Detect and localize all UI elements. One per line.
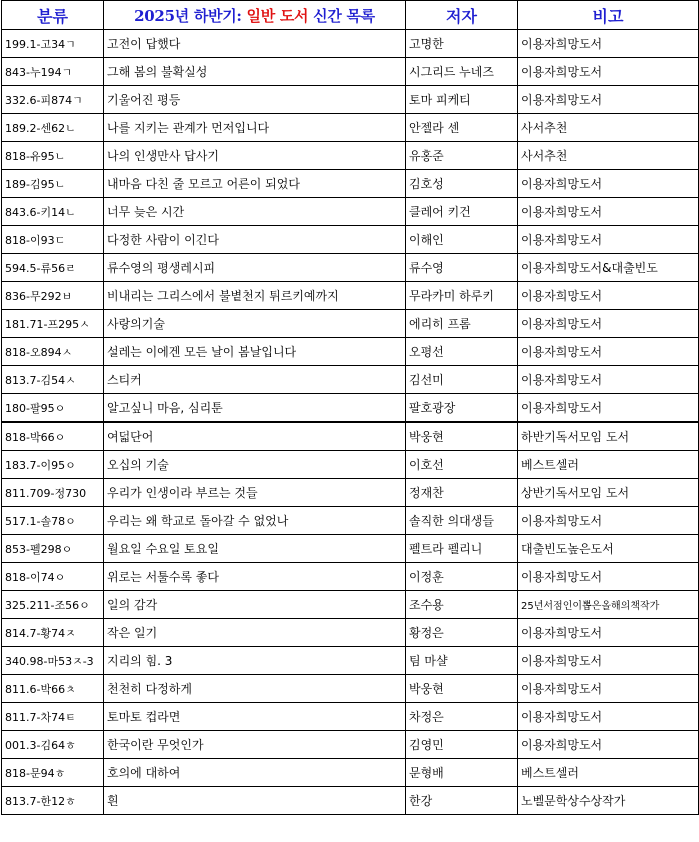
- cell-title: 일의 감각: [104, 591, 406, 619]
- cell-classification: 183.7-이95ㅇ: [2, 451, 104, 479]
- table-row: [2, 619, 699, 647]
- cell-classification: 843-누194ㄱ: [2, 58, 104, 86]
- table-row: [2, 535, 699, 563]
- cell-author: 이정훈: [406, 563, 518, 591]
- cell-author: 유홍준: [406, 142, 518, 170]
- cell-classification: 594.5-류56ㄹ: [2, 254, 104, 282]
- table-row: [2, 338, 699, 366]
- cell-title: 천천히 다정하게: [104, 675, 406, 703]
- cell-author: 김영민: [406, 731, 518, 759]
- cell-note: 사서추천: [518, 142, 699, 170]
- cell-title: 한국이란 무엇인가: [104, 731, 406, 759]
- cell-author: 팀 마샬: [406, 647, 518, 675]
- header-classification: 분류: [2, 1, 104, 30]
- cell-classification: 189.2-센62ㄴ: [2, 114, 104, 142]
- table-row: [2, 86, 699, 114]
- cell-author: 조수용: [406, 591, 518, 619]
- cell-classification: 818-이74ㅇ: [2, 563, 104, 591]
- cell-note: 이용자희망도서: [518, 30, 699, 58]
- cell-classification: 818-박66ㅇ: [2, 422, 104, 451]
- table-row: [2, 451, 699, 479]
- cell-title: 우리는 왜 학교로 돌아갈 수 없었나: [104, 507, 406, 535]
- title-part2: 신간 목록: [308, 6, 375, 25]
- cell-classification: 332.6-피874ㄱ: [2, 86, 104, 114]
- cell-author: 팔호광장: [406, 394, 518, 423]
- table-row: [2, 591, 699, 619]
- cell-note: 이용자희망도서: [518, 647, 699, 675]
- cell-title: 위로는 서툴수록 좋다: [104, 563, 406, 591]
- table-row: [2, 731, 699, 759]
- cell-note: 이용자희망도서: [518, 198, 699, 226]
- cell-author: 차정은: [406, 703, 518, 731]
- cell-author: 한강: [406, 787, 518, 815]
- cell-title: 나의 인생만사 답사기: [104, 142, 406, 170]
- cell-classification: 836-무292ㅂ: [2, 282, 104, 310]
- table-row: [2, 254, 699, 282]
- table-row: [2, 226, 699, 254]
- cell-author: 황정은: [406, 619, 518, 647]
- cell-classification: 818-이93ㄷ: [2, 226, 104, 254]
- table-row: [2, 58, 699, 86]
- cell-title: 토마토 컵라면: [104, 703, 406, 731]
- cell-note: 25년서점인이뽑은올해의책작가: [518, 591, 699, 619]
- table-row: [2, 310, 699, 338]
- cell-author: 이호선: [406, 451, 518, 479]
- cell-classification: 199.1-고34ㄱ: [2, 30, 104, 58]
- cell-note: 이용자희망도서: [518, 338, 699, 366]
- cell-classification: 853-펠298ㅇ: [2, 535, 104, 563]
- cell-classification: 818-유95ㄴ: [2, 142, 104, 170]
- cell-title: 고전이 답했다: [104, 30, 406, 58]
- cell-note: 이용자희망도서: [518, 366, 699, 394]
- cell-classification: 517.1-솔78ㅇ: [2, 507, 104, 535]
- header-row: [2, 1, 699, 30]
- table-row: [2, 479, 699, 507]
- cell-classification: 818-문94ㅎ: [2, 759, 104, 787]
- cell-author: 김호성: [406, 170, 518, 198]
- cell-author: 문형배: [406, 759, 518, 787]
- table-row: [2, 675, 699, 703]
- table-row: [2, 563, 699, 591]
- cell-note: 이용자희망도서: [518, 507, 699, 535]
- cell-title: 여덟단어: [104, 422, 406, 451]
- cell-title: 스티커: [104, 366, 406, 394]
- table-row: [2, 114, 699, 142]
- new-books-table: [1, 0, 699, 815]
- cell-note: 이용자희망도서: [518, 58, 699, 86]
- cell-classification: 325.211-조56ㅇ: [2, 591, 104, 619]
- title-highlight: 일반 도서: [246, 6, 309, 25]
- cell-title: 사랑의기술: [104, 310, 406, 338]
- cell-note: 이용자희망도서: [518, 703, 699, 731]
- cell-note: 상반기독서모임 도서: [518, 479, 699, 507]
- cell-note: 이용자희망도서: [518, 170, 699, 198]
- cell-title: 나를 지키는 관계가 먼저입니다: [104, 114, 406, 142]
- cell-note: 대출빈도높은도서: [518, 535, 699, 563]
- cell-note: 이용자희망도서: [518, 86, 699, 114]
- cell-title: 내마음 다친 줄 모르고 어른이 되었다: [104, 170, 406, 198]
- cell-author: 무라카미 하루키: [406, 282, 518, 310]
- cell-author: 에리히 프롬: [406, 310, 518, 338]
- cell-title: 다정한 사람이 이긴다: [104, 226, 406, 254]
- cell-author: 안젤라 센: [406, 114, 518, 142]
- table-row: [2, 198, 699, 226]
- cell-note: 이용자희망도서: [518, 226, 699, 254]
- cell-title: 그해 봄의 불확실성: [104, 58, 406, 86]
- cell-title: 흰: [104, 787, 406, 815]
- cell-classification: 340.98-마53ㅈ-3: [2, 647, 104, 675]
- cell-classification: 813.7-김54ㅅ: [2, 366, 104, 394]
- table-row: [2, 30, 699, 58]
- cell-title: 알고싶니 마음, 심리툰: [104, 394, 406, 423]
- cell-author: 정재찬: [406, 479, 518, 507]
- cell-note: 이용자희망도서: [518, 563, 699, 591]
- cell-author: 솔직한 의대생들: [406, 507, 518, 535]
- cell-classification: 189-김95ㄴ: [2, 170, 104, 198]
- cell-author: 류수영: [406, 254, 518, 282]
- table-row: [2, 282, 699, 310]
- cell-note: 이용자희망도서: [518, 619, 699, 647]
- cell-classification: 180-팔95ㅇ: [2, 394, 104, 423]
- cell-author: 이해인: [406, 226, 518, 254]
- cell-title: 기울어진 평등: [104, 86, 406, 114]
- cell-note: 이용자희망도서&대출빈도: [518, 254, 699, 282]
- header-author: 저자: [406, 1, 518, 30]
- cell-title: 비내리는 그리스에서 불볕천지 튀르키예까지: [104, 282, 406, 310]
- cell-classification: 181.71-프295ㅅ: [2, 310, 104, 338]
- table-row: [2, 394, 699, 423]
- cell-title: 작은 일기: [104, 619, 406, 647]
- cell-note: 이용자희망도서: [518, 282, 699, 310]
- cell-author: 클레어 키건: [406, 198, 518, 226]
- cell-note: 이용자희망도서: [518, 731, 699, 759]
- table-row: [2, 787, 699, 815]
- table-row: [2, 142, 699, 170]
- header-title: [104, 1, 406, 30]
- cell-author: 박웅현: [406, 675, 518, 703]
- cell-note: 이용자희망도서: [518, 394, 699, 423]
- cell-title: 설레는 이에겐 모든 날이 봄날입니다: [104, 338, 406, 366]
- cell-author: 오평선: [406, 338, 518, 366]
- cell-classification: 818-오894ㅅ: [2, 338, 104, 366]
- table-row: [2, 170, 699, 198]
- table-row: [2, 422, 699, 451]
- cell-title: 오십의 기술: [104, 451, 406, 479]
- cell-author: 펠트라 펠리니: [406, 535, 518, 563]
- cell-note: 베스트셀러: [518, 451, 699, 479]
- cell-title: 류수영의 평생레시피: [104, 254, 406, 282]
- cell-author: 토마 피케티: [406, 86, 518, 114]
- cell-note: 사서추천: [518, 114, 699, 142]
- header-note: 비고: [518, 1, 699, 30]
- cell-note: 노벨문학상수상작가: [518, 787, 699, 815]
- cell-author: 고명한: [406, 30, 518, 58]
- cell-title: 호의에 대하여: [104, 759, 406, 787]
- table-row: [2, 366, 699, 394]
- title-part1: 2025년 하반기:: [134, 6, 247, 25]
- cell-author: 김선미: [406, 366, 518, 394]
- cell-title: 월요일 수요일 토요일: [104, 535, 406, 563]
- cell-classification: 843.6-키14ㄴ: [2, 198, 104, 226]
- cell-note: 이용자희망도서: [518, 310, 699, 338]
- table-row: [2, 759, 699, 787]
- table-row: [2, 647, 699, 675]
- cell-classification: 811.6-박66ㅊ: [2, 675, 104, 703]
- cell-note: 하반기독서모임 도서: [518, 422, 699, 451]
- cell-author: 박웅현: [406, 422, 518, 451]
- cell-author: 시그리드 누네즈: [406, 58, 518, 86]
- cell-title: 너무 늦은 시간: [104, 198, 406, 226]
- table-row: [2, 507, 699, 535]
- cell-title: 지리의 힘. 3: [104, 647, 406, 675]
- cell-classification: 811.709-정730: [2, 479, 104, 507]
- cell-note: 베스트셀러: [518, 759, 699, 787]
- cell-note: 이용자희망도서: [518, 675, 699, 703]
- cell-classification: 811.7-차74ㅌ: [2, 703, 104, 731]
- cell-classification: 813.7-한12ㅎ: [2, 787, 104, 815]
- cell-classification: 001.3-김64ㅎ: [2, 731, 104, 759]
- cell-title: 우리가 인생이라 부르는 것들: [104, 479, 406, 507]
- cell-classification: 814.7-황74ㅈ: [2, 619, 104, 647]
- table-row: [2, 703, 699, 731]
